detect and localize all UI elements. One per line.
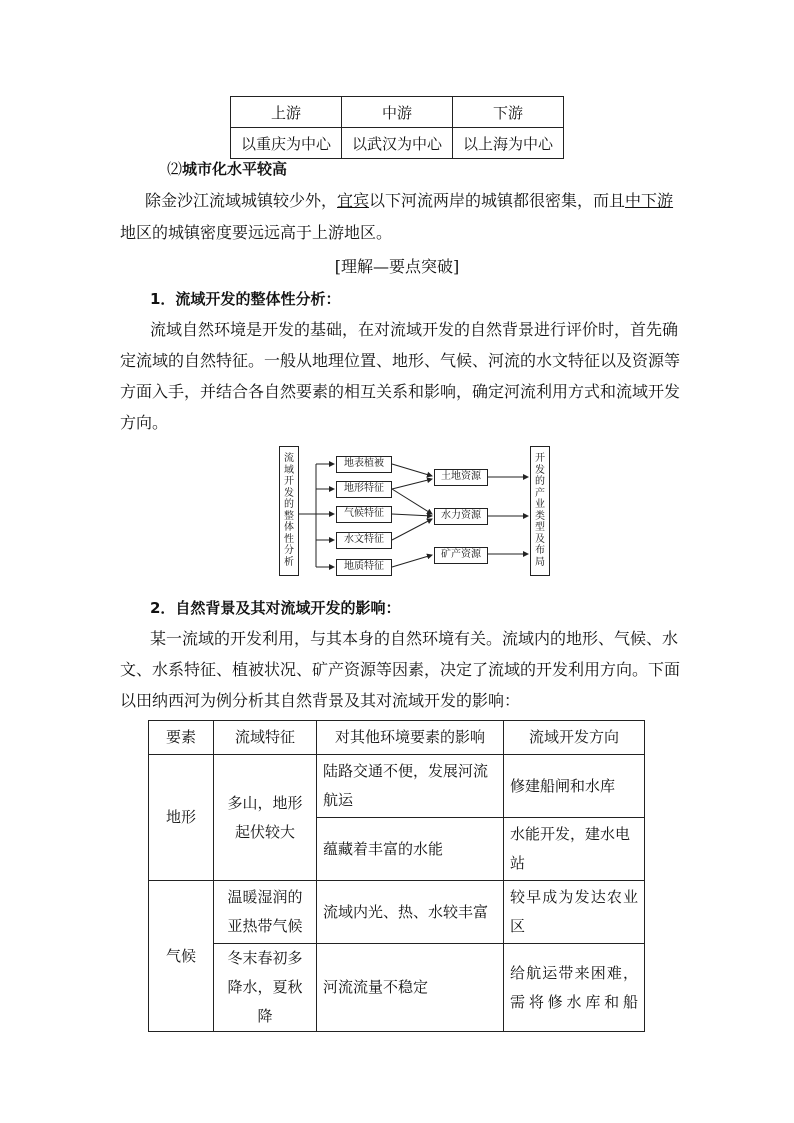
table-header-cell: 下游 bbox=[453, 97, 564, 128]
paragraph-line: 流域自然环境是开发的基础，在对流域开发的自然背景进行评价时，首先确 bbox=[150, 320, 679, 339]
text-run: 以下河流两岸的城镇都很密集，而且 bbox=[369, 191, 626, 210]
element-cell: 气候 bbox=[149, 881, 214, 1032]
paragraph-line bbox=[145, 190, 673, 212]
tennessee-river-table bbox=[148, 720, 645, 1032]
diagram-resource-box: 矿产资源 bbox=[434, 547, 488, 564]
diagram-factor-box: 水文特征 bbox=[336, 532, 392, 549]
table-row bbox=[149, 721, 645, 755]
diagram-factor-box: 地质特征 bbox=[336, 559, 392, 576]
paragraph-line: 文、水系特征、植被状况、矿产资源等因素，决定了流域的开发利用方向。下面 bbox=[120, 660, 681, 679]
table-header-cell: 上游 bbox=[231, 97, 342, 128]
paragraph-line: 地区的城镇密度要远远高于上游地区。 bbox=[120, 223, 393, 242]
table-row bbox=[149, 881, 645, 944]
diagram-left-box: 流域开发的整体性分析 bbox=[279, 446, 299, 576]
diagram-factor-box: 地表植被 bbox=[336, 456, 392, 473]
river-reaches-table bbox=[230, 96, 564, 159]
table-header-cell: 中游 bbox=[342, 97, 453, 128]
table-cell: 以上海为中心 bbox=[453, 128, 564, 159]
section-title: 城市化水平较高 bbox=[182, 160, 288, 178]
flow-diagram bbox=[276, 443, 552, 577]
understand-title: [理解—要点突破] bbox=[334, 257, 460, 276]
table-header-cell: 要素 bbox=[149, 721, 214, 755]
direction-cell: 较早成为发达农业区 bbox=[504, 881, 645, 944]
table-row bbox=[149, 755, 645, 818]
underlined-text: 宜宾 bbox=[337, 191, 370, 210]
table-row bbox=[231, 128, 564, 159]
table-header-cell: 对其他环境要素的影响 bbox=[317, 721, 504, 755]
feature-cell: 冬末春初多降水，夏秋降 bbox=[214, 944, 317, 1032]
table-cell: 以重庆为中心 bbox=[231, 128, 342, 159]
section-heading bbox=[167, 158, 287, 180]
paragraph-line: 某一流域的开发利用，与其本身的自然环境有关。流域内的地形、气候、水 bbox=[150, 629, 679, 648]
underlined-text: 中下游 bbox=[625, 191, 674, 210]
diagram-factor-box: 地形特征 bbox=[336, 481, 392, 498]
feature-cell: 多山，地形起伏较大 bbox=[214, 755, 317, 881]
diagram-resource-box: 土地资源 bbox=[434, 469, 488, 486]
section-marker: ⑵ bbox=[167, 160, 183, 178]
paragraph-line: 以田纳西河为例分析其自然背景及其对流域开发的影响： bbox=[120, 691, 521, 710]
element-cell: 地形 bbox=[149, 755, 214, 881]
direction-cell: 水能开发，建水电站 bbox=[504, 818, 645, 881]
text-run: 除金沙江流域城镇较少外， bbox=[145, 191, 338, 210]
direction-cell: 修建船闸和水库 bbox=[504, 755, 645, 818]
impact-cell: 蕴藏着丰富的水能 bbox=[317, 818, 504, 881]
table-header-cell: 流域特征 bbox=[214, 721, 317, 755]
paragraph-line: 方面入手，并结合各自然要素的相互关系和影响，确定河流利用方式和流域开发 bbox=[120, 382, 681, 401]
table-row bbox=[149, 944, 645, 1032]
feature-cell: 温暖湿润的亚热带气候 bbox=[214, 881, 317, 944]
paragraph-line: 方向。 bbox=[120, 413, 169, 432]
table-row bbox=[231, 97, 564, 128]
table-header-cell: 流域开发方向 bbox=[504, 721, 645, 755]
impact-cell: 河流流量不稳定 bbox=[317, 944, 504, 1032]
point1-heading: 1．流域开发的整体性分析： bbox=[150, 290, 341, 308]
impact-cell: 陆路交通不便，发展河流航运 bbox=[317, 755, 504, 818]
diagram-factor-box: 气候特征 bbox=[336, 506, 392, 523]
paragraph-line: 定流域的自然特征。一般从地理位置、地形、气候、河流的水文特征以及资源等 bbox=[120, 351, 681, 370]
diagram-right-box: 开发的产业类型及布局 bbox=[530, 446, 550, 576]
diagram-arrows bbox=[276, 443, 552, 577]
diagram-resource-box: 水力资源 bbox=[434, 508, 488, 525]
point2-heading: 2．自然背景及其对流域开发的影响： bbox=[150, 599, 401, 617]
table-cell: 以武汉为中心 bbox=[342, 128, 453, 159]
direction-cell: 给航运带来困难，需将修水库和船 bbox=[504, 944, 645, 1032]
impact-cell: 流域内光、热、水较丰富 bbox=[317, 881, 504, 944]
